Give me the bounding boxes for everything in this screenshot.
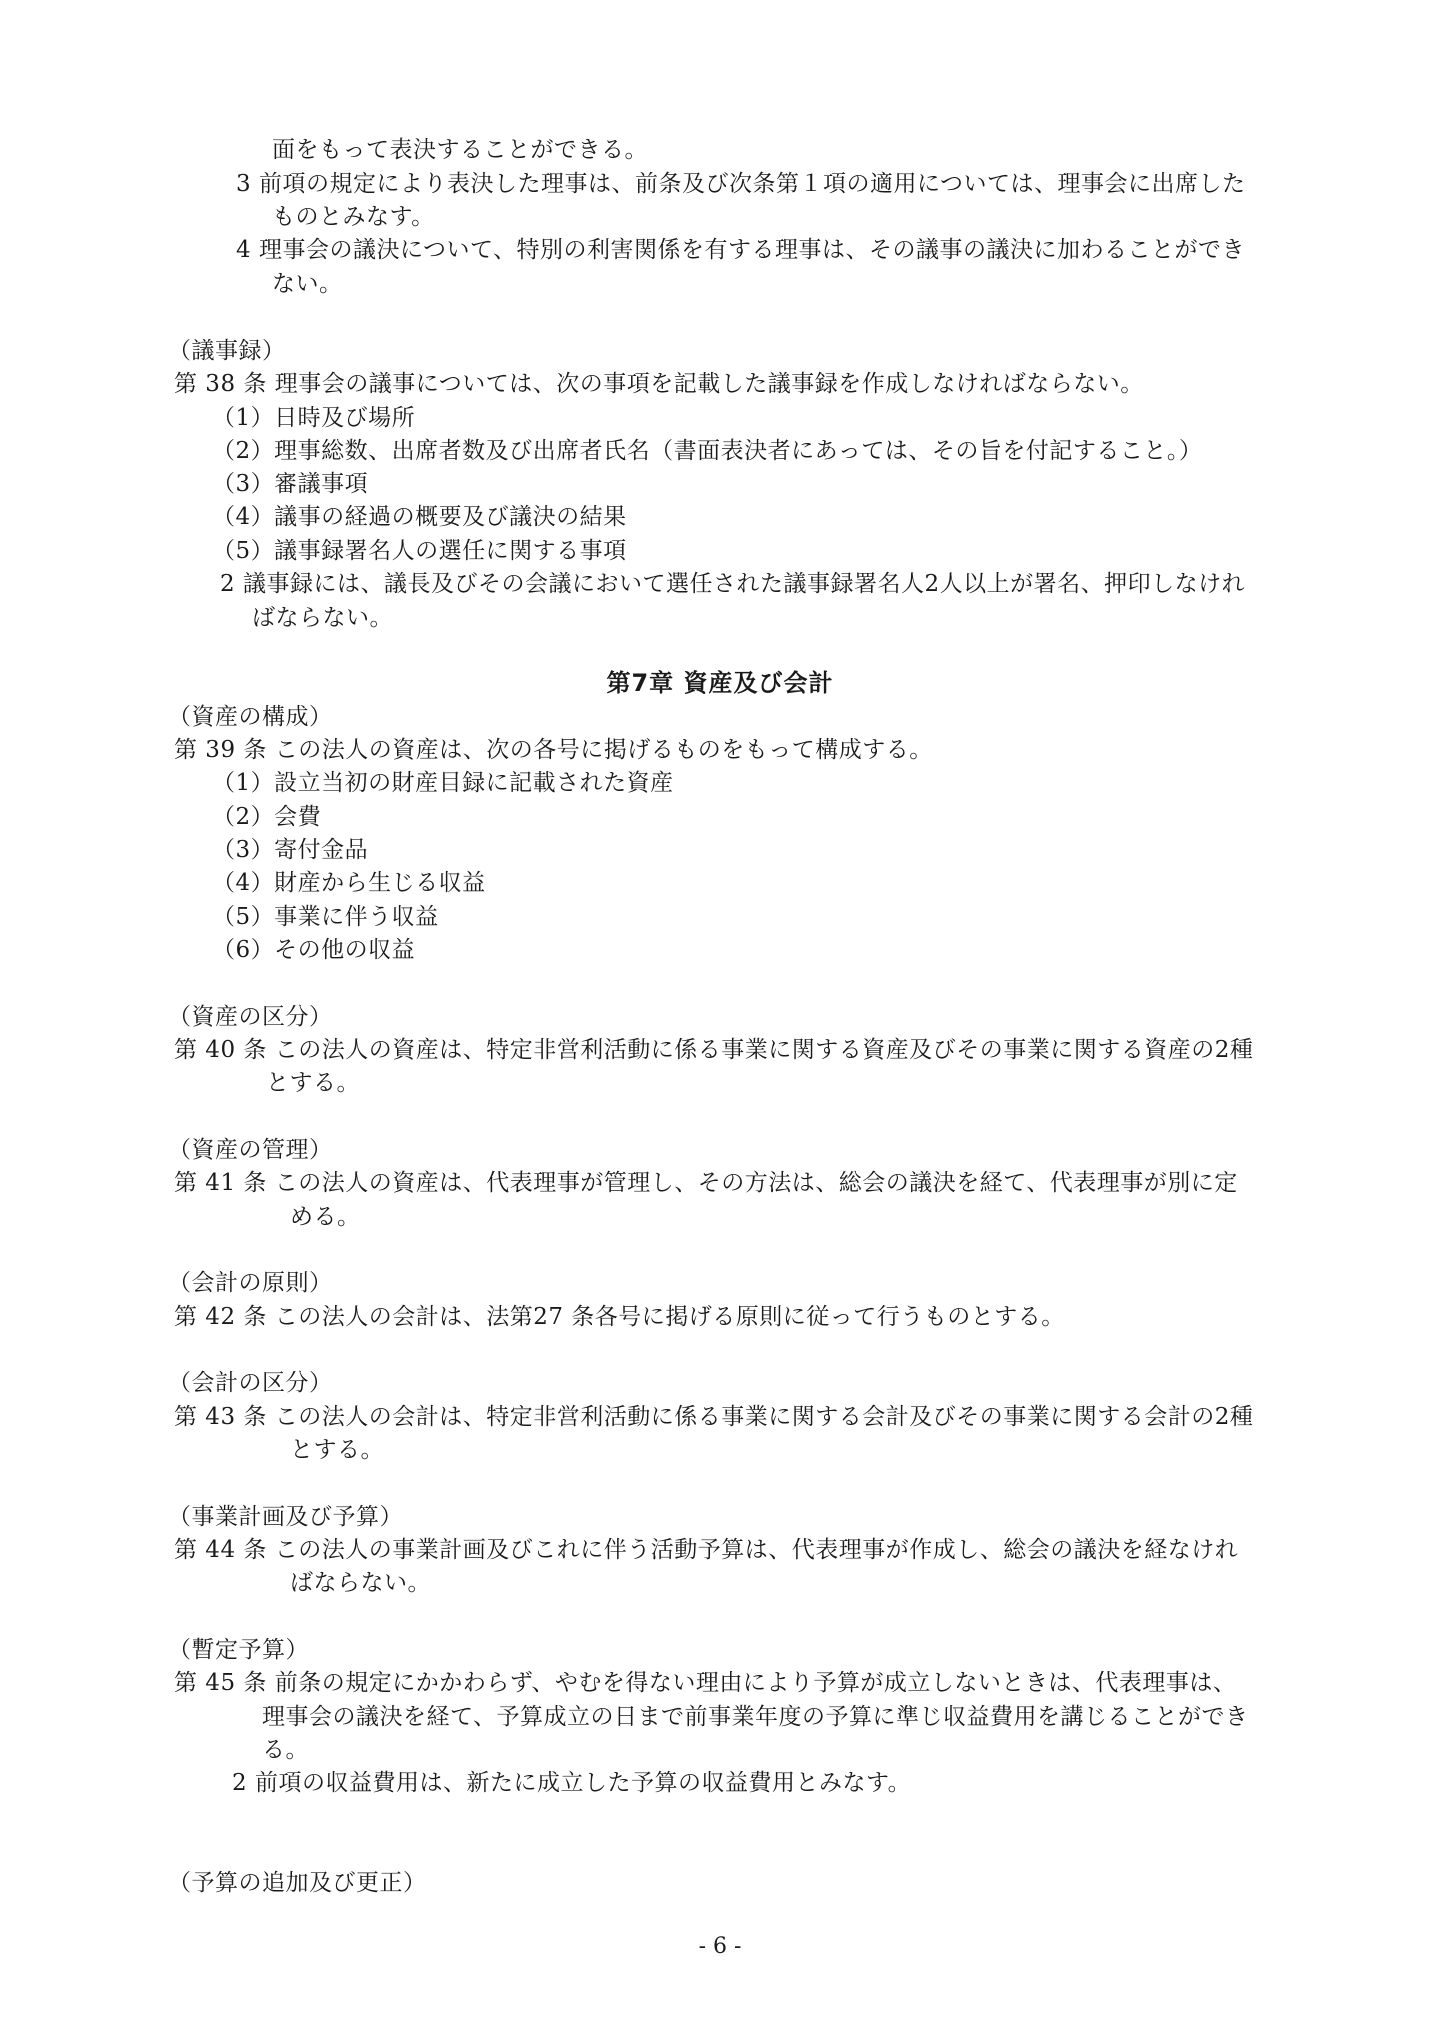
art42-text: 第 42 条 この法人の会計は、法第27 条各号に掲げる原則に従って行うものとする。 — [174, 1304, 1065, 1330]
art46-caption: （予算の追加及び更正） — [168, 1870, 427, 1896]
art38-item-5: （5）議事録署名人の選任に関する事項 — [212, 538, 627, 564]
art45-caption: （暫定予算） — [168, 1637, 309, 1663]
art39-item-5: （5）事業に伴う収益 — [212, 904, 439, 930]
art38-text: 第 38 条 理事会の議事については、次の事項を記載した議事録を作成しなければならない。 — [174, 371, 1144, 397]
art40-text-line1: 第 40 条 この法人の資産は、特定非営利活動に係る事業に関する資産及びその事業に関する資産の2種 — [174, 1037, 1254, 1063]
art40-caption: （資産の区分） — [168, 1004, 333, 1030]
art45-text-line1: 第 45 条 前条の規定にかかわらず、やむを得ない理由により予算が成立しないときは、代表理事は、 — [174, 1670, 1237, 1696]
art38-caption: （議事録） — [168, 338, 286, 364]
art42-caption: （会計の原則） — [168, 1270, 333, 1296]
art38-item-1: （1）日時及び場所 — [212, 405, 416, 431]
art38-item-2: （2）理事総数、出席者数及び出席者氏名（書面表決者にあっては、その旨を付記すること。） — [212, 438, 1203, 464]
art39-caption: （資産の構成） — [168, 704, 333, 730]
art38-item-3: （3）審議事項 — [212, 471, 369, 497]
art38-para2-line1: 2 議事録には、議長及びその会議において選任された議事録署名人2人以上が署名、押印しなけれ — [220, 571, 1246, 597]
art37-para3-line1: 3 前項の規定により表決した理事は、前条及び次条第１項の適用については、理事会に出席した — [236, 171, 1246, 197]
art37-para4-line1: 4 理事会の議決について、特別の利害関係を有する理事は、その議事の議決に加わることができ — [236, 237, 1246, 263]
art44-text-line2: ばならない。 — [290, 1570, 431, 1596]
art39-item-6: （6）その他の収益 — [212, 937, 416, 963]
art39-item-3: （3）寄付金品 — [212, 837, 369, 863]
art38-para2-line2: ばならない。 — [252, 605, 393, 631]
art37-continuation: 面をもって表決することができる。 — [272, 137, 648, 163]
art37-para3-line2: ものとみなす。 — [272, 204, 435, 230]
art41-text-line1: 第 41 条 この法人の資産は、代表理事が管理し、その方法は、総会の議決を経て、代表理事が別に定 — [174, 1170, 1238, 1196]
art45-text-line3: る。 — [262, 1737, 309, 1763]
art43-text-line2: とする。 — [290, 1437, 384, 1463]
art39-item-2: （2）会費 — [212, 804, 322, 830]
art45-text-line2: 理事会の議決を経て、予算成立の日まで前事業年度の予算に準じ収益費用を講じることができ — [262, 1704, 1249, 1730]
art37-para4-line2: ない。 — [272, 271, 343, 297]
art41-caption: （資産の管理） — [168, 1137, 333, 1163]
art40-text-line2: とする。 — [266, 1070, 360, 1096]
art44-text-line1: 第 44 条 この法人の事業計画及びこれに伴う活動予算は、代表理事が作成し、総会の議決を経なけれ — [174, 1537, 1239, 1563]
art43-caption: （会計の区分） — [168, 1370, 333, 1396]
art45-para2: 2 前項の収益費用は、新たに成立した予算の収益費用とみなす。 — [232, 1770, 912, 1796]
art41-text-line2: める。 — [290, 1204, 361, 1230]
chapter-heading: 第7章 資産及び会計 — [606, 669, 834, 697]
art43-text-line1: 第 43 条 この法人の会計は、特定非営利活動に係る事業に関する会計及びその事業に関する会計の2種 — [174, 1404, 1254, 1430]
page-number: - 6 - — [698, 1934, 742, 1959]
art44-caption: （事業計画及び予算） — [168, 1504, 403, 1530]
art38-item-4: （4）議事の経過の概要及び議決の結果 — [212, 504, 627, 530]
art39-item-1: （1）設立当初の財産目録に記載された資産 — [212, 770, 674, 796]
art39-item-4: （4）財産から生じる収益 — [212, 870, 486, 896]
art39-text: 第 39 条 この法人の資産は、次の各号に掲げるものをもって構成する。 — [174, 737, 933, 763]
